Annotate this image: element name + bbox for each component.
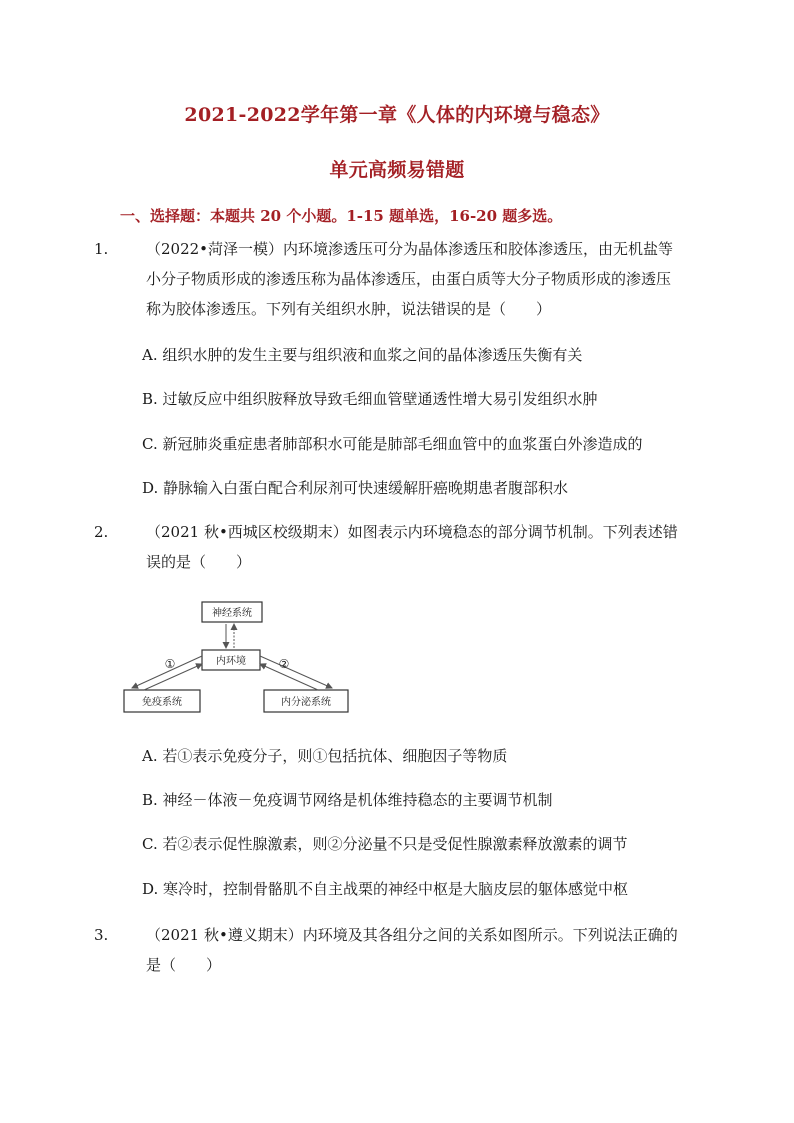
- question-stem: （2022•菏泽一模）内环境渗透压可分为晶体渗透压和胶体渗透压，由无机盐等小分子物质形成的渗透压称为晶体渗透压，由蛋白质等大分子物质形成的渗透压称为胶体渗透压。下列有关组织水肿，说法错误的是（ ）: [146, 240, 674, 318]
- question-number: 1.: [94, 240, 109, 258]
- question-2-option-d: D. 寒冷时，控制骨骼肌不自主战栗的神经中枢是大脑皮层的躯体感觉中枢: [142, 880, 629, 898]
- question-1-option-c: C. 新冠肺炎重症患者肺部积水可能是肺部毛细血管中的血浆蛋白外渗造成的: [142, 435, 643, 453]
- question-stem: （2021 秋•西城区校级期末）如图表示内环境稳态的部分调节机制。下列表述错误的是（ ）: [146, 523, 678, 571]
- nervous-system-label: 神经系统: [212, 608, 252, 619]
- question-1: [94, 234, 680, 324]
- question-number: 3.: [94, 926, 109, 944]
- section-header: 一、选择题：本题共 20 个小题。1-15 题单选，16-20 题多选。: [120, 207, 563, 225]
- question-stem: （2021 秋•遵义期末）内环境及其各组分之间的关系如图所示。下列说法正确的是（ ）: [146, 926, 678, 974]
- arrow-label-1: ①: [164, 657, 176, 671]
- document-title: 2021-2022学年第一章《人体的内环境与稳态》: [184, 104, 610, 126]
- question-number: 2.: [94, 523, 109, 541]
- regulation-diagram: [118, 598, 354, 720]
- question-1-option-b: B. 过敏反应中组织胺释放导致毛细血管壁通透性增大易引发组织水肿: [142, 390, 598, 408]
- document-subtitle: 单元高频易错题: [329, 159, 465, 181]
- question-1-option-d: D. 静脉输入白蛋白配合利尿剂可快速缓解肝癌晚期患者腹部积水: [142, 479, 569, 497]
- immune-system-label: 免疫系统: [142, 697, 182, 708]
- question-2-option-b: B. 神经－体液－免疫调节网络是机体维持稳态的主要调节机制: [142, 791, 553, 809]
- internal-env-label: 内环境: [216, 656, 246, 667]
- arrow-label-2: ②: [278, 657, 290, 671]
- endocrine-system-label: 内分泌系统: [281, 697, 331, 708]
- question-1-option-a: A. 组织水肿的发生主要与组织液和血浆之间的晶体渗透压失衡有关: [142, 346, 583, 364]
- question-2: [94, 517, 680, 577]
- question-2-option-c: C. 若②表示促性腺激素，则②分泌量不只是受促性腺激素释放激素的调节: [142, 835, 628, 853]
- question-3: [94, 920, 680, 980]
- question-2-option-a: A. 若①表示免疫分子，则①包括抗体、细胞因子等物质: [142, 747, 508, 765]
